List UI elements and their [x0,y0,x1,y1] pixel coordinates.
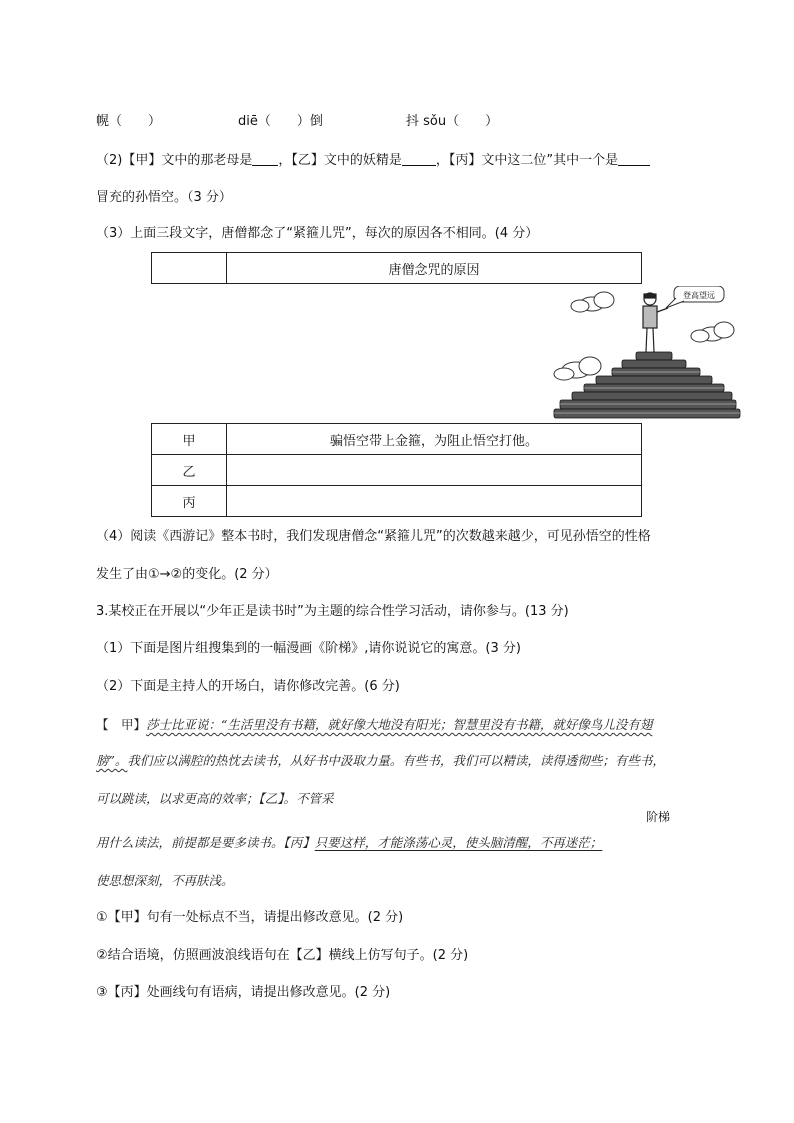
row-reason-yi[interactable] [227,455,642,486]
question-3: （3）上面三段文字，唐僧都念了“紧箍儿咒”，每次的原因各不相同。(4 分） [96,226,539,241]
passage-underline-bing: 只要这样，才能涤荡心灵，使头脑清醒，不再迷茫； [314,835,603,850]
section-3-title: 3.某校正在开展以“少年正是读书时”为主题的综合性学习活动，请你参与。(13 分) [96,604,569,619]
staircase-cartoon [552,286,742,422]
passage-wavy-2: 膀”。 [96,753,128,768]
passage-text-4: 用什么读法，前提都是要多读书。【丙】 [96,835,315,850]
passage-line-1 [96,716,652,734]
task-2: ②结合语境，仿照画波浪线语句在【乙】横线上仿写句子。(2 分) [96,948,469,963]
passage-wavy-1: 莎士比亚说：“生活里没有书籍，就好像大地没有阳光；智慧里没有书籍，就好像鸟儿没有翅 [146,717,653,732]
row-label-yi: 乙 [152,455,227,486]
row-reason-jia: 骗悟空带上金箍，为阻止悟空打他。 [227,424,642,455]
row-reason-bing[interactable] [227,486,642,517]
row-label-jia: 甲 [152,424,227,455]
passage-text-2: 我们应以满腔的热忱去读书，从好书中汲取力量。有些书，我们可以精读，读得透彻些；有些书， [127,753,665,768]
question-2 [96,151,650,170]
passage-line-4 [96,834,602,852]
cloud-icon [571,292,614,312]
q2-blank-3[interactable] [618,151,650,166]
passage-line-5: 使思想深刻，不再肤浅。 [96,873,234,888]
bubble-text: 登高望远 [683,291,715,300]
section-3-sub-2: （2）下面是主持人的开场白，请你修改完善。(6 分) [96,679,400,694]
pinyin-item-3: 抖 sǒu（ ） [406,114,499,129]
task-1: ①【甲】句有一处标点不当，请提出修改意见。(2 分) [96,910,404,925]
pinyin-line [96,113,499,131]
passage-mark-jia: 【 甲】 [96,717,147,732]
question-4-line-1: （4）阅读《西游记》整本书时，我们发现唐僧念“紧箍儿咒”的次数越来越少，可见孙悟空的性格 [96,529,651,544]
q2-blank-1[interactable] [252,151,278,166]
pinyin-item-2: diē（ ）倒 [238,114,323,129]
cloud-icon [691,322,734,342]
question-4-line-2: 发生了由①→②的变化。(2 分） [96,567,278,582]
header-empty-cell [152,253,227,284]
passage-line-3: 可以跳读，以求更高的效率；【乙】。不管采 [96,791,334,806]
row-label-bing: 丙 [152,486,227,517]
q2-label: （2)【甲】文中的那老母是 [96,153,253,168]
q2-blank-2[interactable] [402,151,436,166]
reason-table [151,423,642,517]
task-3: ③【丙】处画线句有语病，请提出修改意见。(2 分) [96,985,391,1000]
q2-mid-2: ，【丙】文中这二位”其中一个是 [435,153,619,168]
passage-line-2 [96,752,665,770]
cartoon-caption: 阶梯 [646,810,671,824]
header-reason-cell: 唐僧念咒的原因 [227,253,642,284]
reason-table-header [151,252,642,284]
section-3-sub-1: （1）下面是图片组搜集到的一幅漫画《阶梯》,请你说说它的寓意。(3 分) [96,641,521,656]
cloud-icon [554,357,601,380]
q2-line-2: 冒充的孙悟空。（3 分） [96,190,232,205]
pinyin-item-1: 幌（ ） [96,114,162,129]
person-icon [643,293,668,352]
q2-mid-1: ，【乙】文中的妖精是 [278,153,402,168]
